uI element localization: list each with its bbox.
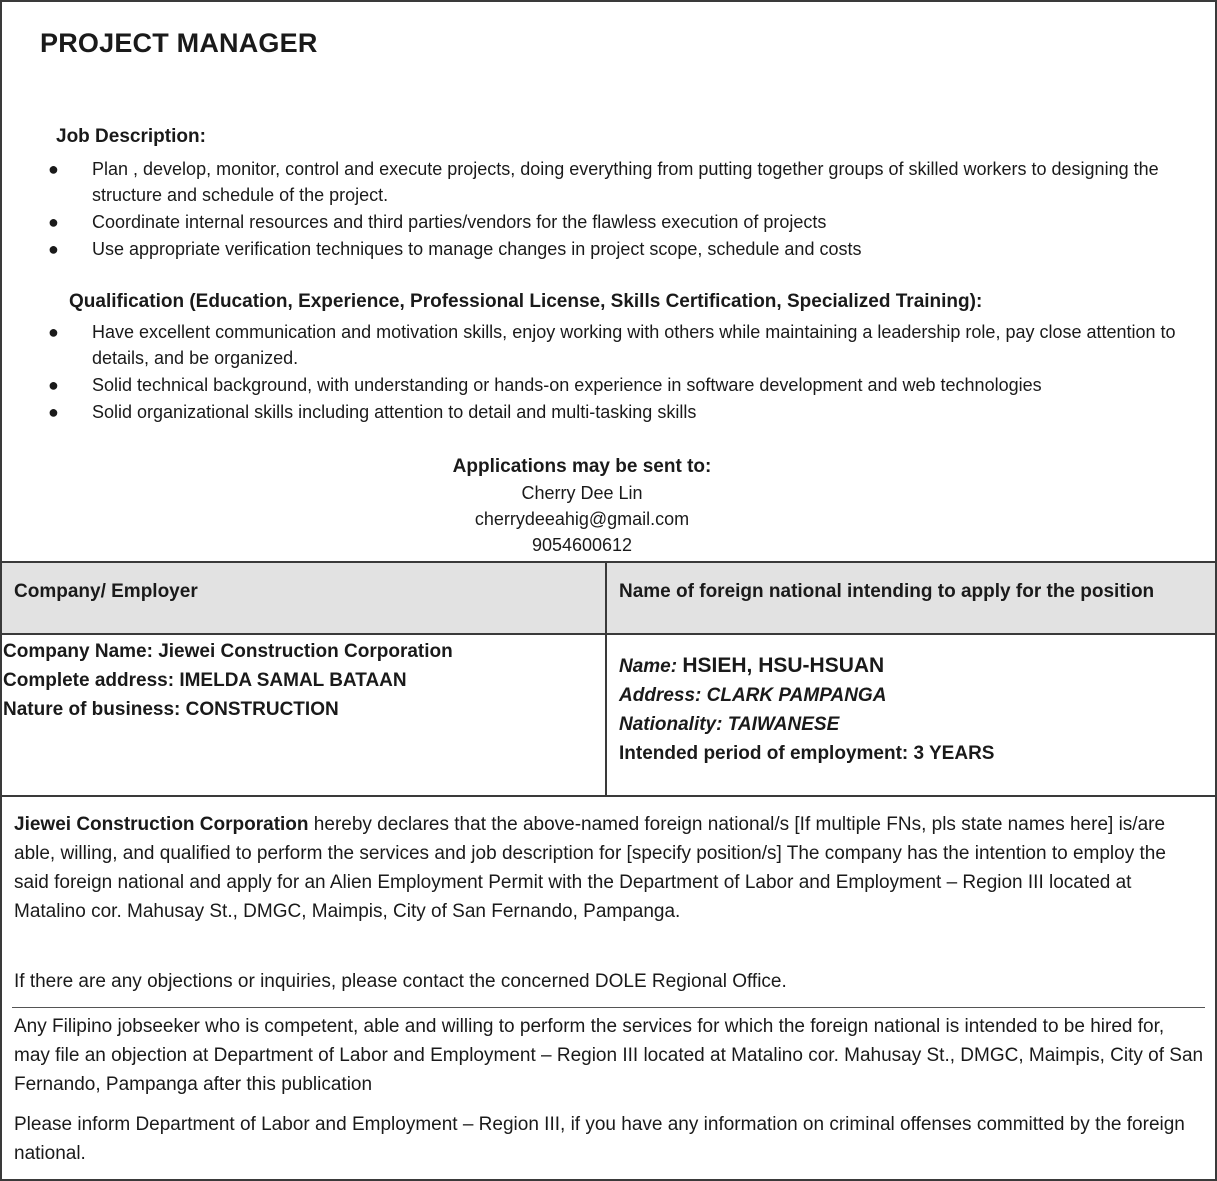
contact-phone: 9054600612	[531, 535, 633, 555]
contact-email: cherrydeeahig@gmail.com	[474, 509, 690, 529]
bullet-icon: ●	[48, 159, 59, 179]
declaration-text: hereby declares that the above-named foreign national/s [If multiple FNs, pls state names here] is/are able, willing, and qualified to perform the services and job description for [specify position/s] The company has the intention to employ the said foreign national and apply for an Alien Employment Permit with the Department of Labor and Employment – Region III located at Matalino cor. Mahusay St., DMGC, Maimpis, City of San Fernando, Pampanga.	[14, 814, 1166, 922]
declaration-paragraph	[14, 810, 1204, 926]
job-description-heading: Job Description:	[56, 126, 206, 147]
column-divider	[605, 563, 607, 795]
employer-details	[3, 637, 453, 724]
objection-notice-paragraph: Any Filipino jobseeker who is competent, able and willing to perform the services for which the foreign national is intended to be hired for, may file an objection at Department of Labor and Employment – Region III located at Matalino cor. Mahusay St., DMGC, Maimpis, City of San Fernando, Pampanga after this publication	[14, 1016, 1204, 1095]
foreign-national-column-header: Name of foreign national intending to apply for the position	[619, 581, 1155, 602]
bullet-icon: ●	[48, 322, 59, 342]
company-address: Complete address: IMELDA SAMAL BATAAN	[3, 670, 407, 691]
list-item: ● Solid technical background, with understanding or hands-on experience in software development and web technologies	[2, 372, 1215, 398]
divider	[2, 795, 1215, 797]
company-business: Nature of business: CONSTRUCTION	[3, 699, 339, 720]
bullet-icon: ●	[48, 212, 59, 232]
page-title: PROJECT MANAGER	[40, 28, 318, 58]
foreign-national-details	[619, 651, 994, 768]
list-item: ● Use appropriate verification techniques to manage changes in project scope, schedule and costs	[2, 236, 1215, 262]
fn-nationality: Nationality: TAIWANESE	[619, 714, 840, 735]
bullet-icon: ●	[48, 402, 59, 422]
divider	[2, 633, 1215, 635]
contact-name: Cherry Dee Lin	[521, 483, 643, 503]
fn-name: Name: HSIEH, HSU-HSUAN	[619, 654, 885, 677]
qualification-heading: Qualification (Education, Experience, Professional License, Skills Certification, Specialized Training):	[69, 291, 983, 312]
applications-contact	[2, 454, 1162, 558]
applications-heading: Applications may be sent to:	[452, 456, 712, 477]
fn-employment-period: Intended period of employment: 3 YEARS	[619, 743, 995, 764]
list-item: ● Solid organizational skills including attention to detail and multi-tasking skills	[2, 399, 1215, 425]
list-item: ● Plan , develop, monitor, control and execute projects, doing everything from putting together groups of skilled workers to designing the structure and schedule of the project.	[2, 156, 1215, 208]
company-name: Company Name: Jiewei Construction Corporation	[3, 641, 453, 662]
bullet-icon: ●	[48, 375, 59, 395]
objections-paragraph: If there are any objections or inquiries, please contact the concerned DOLE Regional Office.	[14, 971, 787, 992]
job-posting-section	[2, 2, 1215, 561]
list-item: ● Have excellent communication and motivation skills, enjoy working with others while maintaining a leadership role, pay close attention to details, and be organized.	[2, 319, 1215, 371]
qualification-list	[2, 319, 1215, 426]
divider	[12, 1007, 1205, 1008]
list-item: ● Coordinate internal resources and third parties/vendors for the flawless execution of projects	[2, 209, 1215, 235]
employer-column-header: Company/ Employer	[14, 581, 198, 602]
bullet-icon: ●	[48, 239, 59, 259]
criminal-offense-notice-paragraph: Please inform Department of Labor and Employment – Region III, if you have any information on criminal offenses committed by the foreign national.	[14, 1114, 1185, 1164]
fn-address: Address: CLARK PAMPANGA	[619, 685, 887, 706]
job-description-list	[2, 156, 1215, 263]
declaration-company: Jiewei Construction Corporation	[14, 814, 309, 835]
